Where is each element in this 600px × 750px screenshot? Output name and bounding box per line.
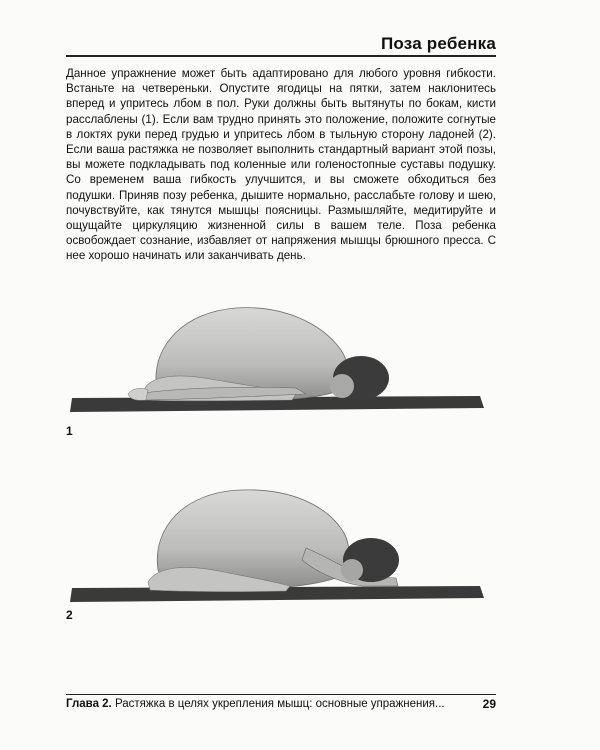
chapter-title: Растяжка в целях укрепления мышц: основные упражнения...	[114, 698, 445, 710]
body-text	[66, 66, 496, 264]
page-title: Поза ребенка	[381, 34, 496, 53]
footer-divider	[66, 694, 496, 695]
figure-caption: 2	[66, 608, 73, 622]
header-divider	[66, 55, 496, 57]
running-footer	[66, 698, 445, 710]
page-number: 29	[482, 697, 496, 711]
photo-illustration	[66, 478, 496, 613]
body-paragraph: Данное упражнение может быть адаптировано для любого уровня гибкости. Встаньте на четвереньки. Опустите ягодицы на пятки, затем наклонитесь вперед и упритесь лбом в пол. Руки должны быть вытянуты по бокам, кисти расслаблены (1). Если вам трудно принять это положение, положите согнутые в локтях руки перед грудью и упритесь лбом в тыльную сторону ладоней (2). Если ваша растяжка не позволяет выполнить стандартный вариант этой позы, вы можете подкладывать под коленные или голеностопные суставы подушку. Со временем ваша гибкость улучшится, и вы сможете обходиться без подушки. Приняв позу ребенка, дышите нормально, расслабьте голову и шею, почувствуйте, как тянутся мышцы поясницы. Размышляйте, медитируйте и ощущайте циркуляцию жизненной силы в вашем теле. Поза ребенка освобождает сознание, избавляет от напряжения мышцы брюшного пресса. С нее хорошо начинать или заканчивать день.	[66, 67, 496, 263]
photo-illustration	[66, 290, 496, 420]
chapter-label: Глава 2.	[66, 698, 112, 710]
figure-caption: 1	[66, 424, 73, 438]
photo-child-pose-forearms	[66, 478, 496, 613]
photo-child-pose-arms-back	[66, 290, 496, 420]
